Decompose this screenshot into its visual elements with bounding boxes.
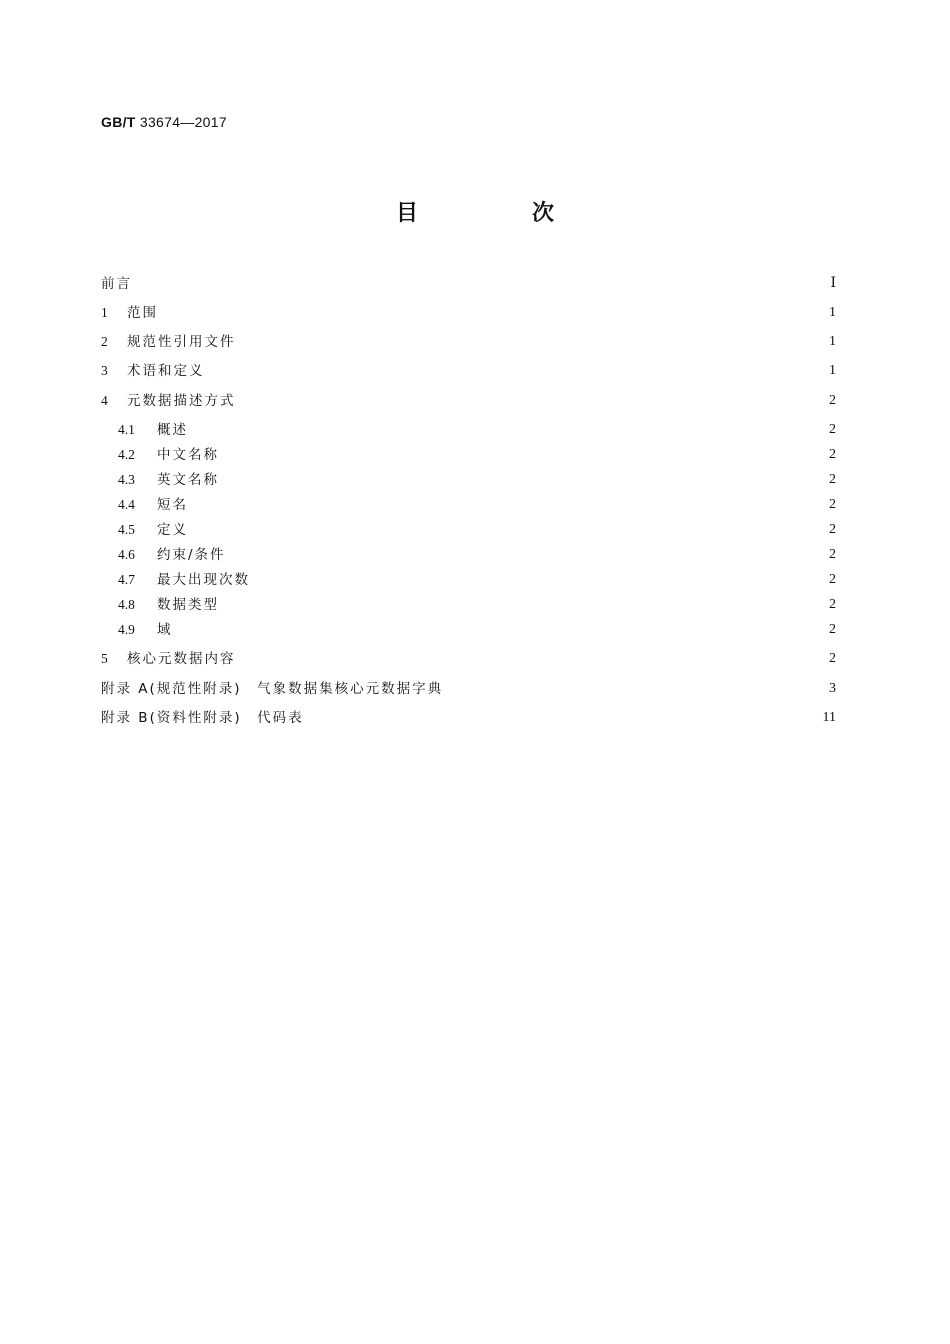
- toc-entry-2[interactable]: [101, 331, 836, 353]
- toc-entry-number: 4: [101, 393, 108, 408]
- toc-leader-dots: [225, 594, 824, 616]
- toc-page-number: 2: [829, 622, 836, 637]
- toc-leader-dots: [242, 648, 825, 670]
- toc-entry-4-3[interactable]: [118, 469, 836, 491]
- toc-entry-number: 4.1: [118, 422, 135, 437]
- toc-entry-appendix-a[interactable]: [101, 678, 836, 700]
- toc-entry-number: 4.9: [118, 622, 135, 637]
- toc-entry-title: 概述: [157, 422, 188, 438]
- toc-entry-title: 范围: [127, 305, 158, 321]
- toc-entry-number: 4.4: [118, 497, 135, 512]
- toc-leader-dots: [138, 273, 824, 295]
- toc-leader-dots: [194, 494, 824, 516]
- toc-entry-title: 数据类型: [157, 597, 219, 613]
- toc-page-number: 2: [829, 447, 836, 462]
- toc-entry-4-1[interactable]: [118, 419, 836, 441]
- toc-page-number: Ⅰ: [830, 276, 836, 291]
- toc-leader-dots: [242, 331, 825, 353]
- toc-page-number: 2: [829, 572, 836, 587]
- toc-entry-appendix-b[interactable]: [101, 707, 836, 729]
- toc-leader-dots: [449, 678, 824, 700]
- toc-entry-number: 4.6: [118, 547, 135, 562]
- toc-entry-title: 定义: [157, 522, 188, 538]
- toc-leader-dots: [232, 544, 824, 566]
- toc-leader-dots: [310, 707, 819, 729]
- toc-leader-dots: [194, 519, 824, 541]
- toc-leader-dots: [256, 569, 824, 591]
- standard-prefix: GB/T: [101, 114, 136, 130]
- toc-page-number: 2: [829, 497, 836, 512]
- toc-page-number: 2: [829, 393, 836, 408]
- toc-entry-4[interactable]: [101, 390, 836, 412]
- toc-entry-4-6[interactable]: [118, 544, 836, 566]
- toc-entry-number: 附录 A: [101, 681, 150, 697]
- toc-leader-dots: [211, 360, 825, 382]
- toc-entry-5[interactable]: [101, 648, 836, 670]
- toc-entry-title: (规范性附录) 气象数据集核心元数据字典: [149, 681, 444, 697]
- toc-entry-4-9[interactable]: [118, 619, 836, 641]
- toc-entry-1[interactable]: [101, 302, 836, 324]
- toc-entry-number: 2: [101, 334, 108, 349]
- toc-entry-number: 4.8: [118, 597, 135, 612]
- toc-entry-title: 最大出现次数: [157, 572, 250, 588]
- toc-entry-4-4[interactable]: [118, 494, 836, 516]
- toc-page-number: 2: [829, 522, 836, 537]
- toc-entry-4-8[interactable]: [118, 594, 836, 616]
- toc-page-number: 3: [829, 681, 836, 696]
- toc-page-number: 2: [829, 472, 836, 487]
- toc-page-number: 1: [829, 305, 836, 320]
- toc-page-number: 2: [829, 547, 836, 562]
- toc-entry-foreword[interactable]: [101, 273, 836, 295]
- toc-entry-4-2[interactable]: [118, 444, 836, 466]
- toc-entry-title: 元数据描述方式: [127, 393, 236, 409]
- toc-entry-number: 附录 B: [101, 710, 150, 726]
- toc-entry-4-7[interactable]: [118, 569, 836, 591]
- toc-leader-dots: [179, 619, 825, 641]
- toc-leader-dots: [164, 302, 824, 324]
- toc-page-number: 1: [829, 363, 836, 378]
- toc-entry-title: (资料性附录) 代码表: [149, 710, 304, 726]
- toc-page-number: 2: [829, 651, 836, 666]
- toc-entry-title: 约束/条件: [157, 547, 226, 563]
- toc-page-number: 2: [829, 422, 836, 437]
- toc-leader-dots: [242, 390, 825, 412]
- standard-code: [101, 114, 227, 130]
- toc-leader-dots: [225, 469, 824, 491]
- toc-entry-3[interactable]: [101, 360, 836, 382]
- toc-entry-title: 中文名称: [157, 447, 219, 463]
- toc-leader-dots: [225, 444, 824, 466]
- toc-entry-title: 短名: [157, 497, 188, 513]
- toc-entry-title: 英文名称: [157, 472, 219, 488]
- standard-number: 33674—2017: [139, 114, 227, 130]
- toc-entry-title: 核心元数据内容: [127, 651, 236, 667]
- page-title: 目 次: [395, 201, 600, 226]
- toc-entry-number: 4.5: [118, 522, 135, 537]
- toc-page-number: 2: [829, 597, 836, 612]
- toc-entry-number: 5: [101, 651, 108, 666]
- toc-entry-number: 4.2: [118, 447, 135, 462]
- toc-entry-title: 前言: [101, 276, 132, 292]
- toc-entry-number: 4.3: [118, 472, 135, 487]
- toc-entry-number: 4.7: [118, 572, 135, 587]
- toc-entry-title: 规范性引用文件: [127, 334, 236, 350]
- toc-entry-4-5[interactable]: [118, 519, 836, 541]
- toc-page-number: 11: [822, 710, 836, 725]
- toc-leader-dots: [194, 419, 824, 441]
- toc-entry-title: 术语和定义: [127, 363, 205, 379]
- toc-page-number: 1: [829, 334, 836, 349]
- toc-entry-number: 3: [101, 363, 108, 378]
- toc-entry-number: 1: [101, 305, 108, 320]
- toc-entry-title: 域: [157, 622, 173, 638]
